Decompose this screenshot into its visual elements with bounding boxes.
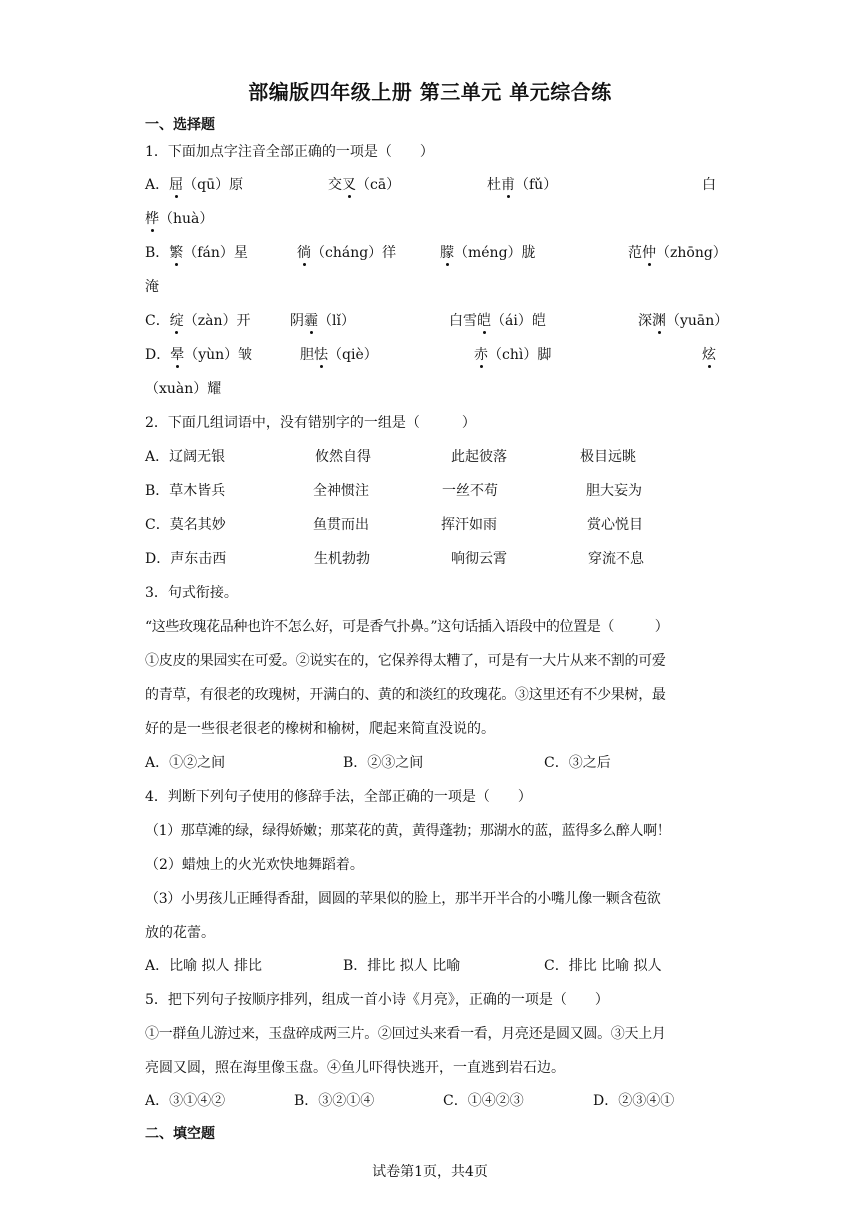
q1-option-c-word3: 白雪皑（ái）皑: [449, 310, 546, 330]
q2-option-c: C．莫名其妙: [145, 517, 226, 533]
q3-option-a: A．①②之间: [145, 755, 226, 771]
page-title: 部编版四年级上册 第三单元 单元综合练: [248, 80, 612, 104]
q2-option-b-w2: 全神惯注: [313, 483, 369, 499]
q5-stem: 5．把下列句子按顺序排列，组成一首小诗《月亮》，正确的一项是（ ）: [145, 992, 609, 1008]
q3-text-line: ①皮皮的果园实在可爱。②说实在的，它保养得太糟了，可是有一大片从来不割的可爱: [145, 653, 666, 669]
q2-option-a-w4: 极目远眺: [580, 449, 636, 465]
q1-option-a-word3: 杜甫（fǔ）: [487, 174, 557, 194]
q2-option-d-w2: 生机勃勃: [314, 551, 370, 567]
section-heading-fill: 二、填空题: [145, 1126, 215, 1142]
q1-option-b-word2: 徜（cháng）徉: [297, 242, 396, 262]
q5-text-line: 亮圆又圆，照在海里像玉盘。④鱼儿吓得快逃开，一直逃到岩石边。: [145, 1060, 565, 1076]
q5-option-b: B．③②①④: [294, 1093, 375, 1109]
q1-option-d-word1: D．晕（yùn）皱: [145, 344, 252, 364]
q1-option-c-word4: 深渊（yuān）: [638, 310, 728, 330]
q1-option-d-word2: 胆怯（qiè）: [300, 344, 378, 364]
q3-option-b: B．②③之间: [343, 755, 424, 771]
q4-sentence: 放的花蕾。: [145, 925, 215, 941]
q3-option-c: C．③之后: [544, 755, 611, 771]
q4-stem: 4．判断下列句子使用的修辞手法，全部正确的一项是（ ）: [145, 789, 532, 805]
q2-stem: 2．下面几组词语中，没有错别字的一组是（ ）: [145, 415, 476, 431]
q1-option-c-word1: C．绽（zàn）开: [145, 310, 250, 330]
q3-text-line: 的青草，有很老的玫瑰树，开满白的、黄的和淡红的玫瑰花。③这里还有不少果树，最: [145, 687, 666, 703]
q2-option-a: A．辽阔无银: [145, 449, 226, 465]
q1-option-b-word1: B．繁（fán）星: [145, 242, 248, 262]
q2-option-d-w3: 响彻云霄: [451, 551, 507, 567]
q3-text-line: “这些玫瑰花品种也许不怎么好，可是香气扑鼻。”这句话插入语段中的位置是（ ）: [145, 619, 669, 635]
q2-option-b: B．草木皆兵: [145, 483, 226, 499]
q1-stem: 1．下面加点字注音全部正确的一项是（ ）: [145, 144, 434, 160]
q2-option-d: D．声东击西: [145, 551, 227, 567]
q2-option-b-w3: 一丝不苟: [442, 483, 498, 499]
q4-option-b: B．排比 拟人 比喻: [343, 958, 461, 974]
q2-option-a-w3: 此起彼落: [451, 449, 507, 465]
q4-sentence: （2）蜡烛上的火光欢快地舞蹈着。: [145, 857, 364, 873]
q1-option-b-word4-cont: 淹: [145, 279, 159, 295]
q2-option-b-w4: 胆大妄为: [586, 483, 642, 499]
q4-sentence: （1）那草滩的绿，绿得娇嫩；那菜花的黄，黄得蓬勃；那湖水的蓝，蓝得多么醉人啊！: [145, 823, 671, 839]
q5-option-a: A．③①④②: [145, 1093, 226, 1109]
q2-option-d-w4: 穿流不息: [588, 551, 644, 567]
q1-option-b-word3: 朦（méng）胧: [440, 242, 536, 262]
q1-option-a-word2: 交叉（cā）: [328, 174, 400, 194]
q2-option-c-w2: 鱼贯而出: [313, 517, 369, 533]
q1-option-a-word4-start: 白: [702, 177, 716, 193]
q2-option-c-w4: 赏心悦目: [587, 517, 643, 533]
q4-option-a: A．比喻 拟人 排比: [145, 958, 263, 974]
q1-option-c-word2: 阴霾（lǐ）: [290, 310, 355, 330]
q1-option-d-word4-cont: （xuàn）耀: [145, 381, 222, 397]
q5-option-c: C．①④②③: [443, 1093, 524, 1109]
q5-option-d: D．②③④①: [593, 1093, 675, 1109]
q1-option-a-word4-cont: 桦（huà）: [145, 208, 213, 228]
q5-text-line: ①一群鱼儿游过来，玉盘碎成两三片。②回过头来看一看，月亮还是圆又圆。③天上月: [145, 1026, 666, 1042]
q2-option-a-w2: 攸然自得: [315, 449, 371, 465]
q3-stem: 3．句式衔接。: [145, 585, 238, 601]
q4-option-c: C．排比 比喻 拟人: [544, 958, 662, 974]
q2-option-c-w3: 挥汗如雨: [441, 517, 497, 533]
q1-option-b-word4: 范仲（zhōng）: [628, 242, 727, 262]
q1-option-d-word3: 赤（chì）脚: [474, 344, 551, 364]
q4-sentence: （3）小男孩儿正睡得香甜，圆圆的苹果似的脸上，那半开半合的小嘴儿像一颗含苞欲: [145, 891, 661, 907]
section-heading-choice: 一、选择题: [145, 117, 215, 133]
q1-option-d-word4-start: 炫: [702, 344, 716, 364]
q1-option-a-word1: A．屈（qū）原: [145, 174, 243, 194]
page-footer: 试卷第1页，共4页: [372, 1164, 488, 1180]
q3-text-line: 好的是一些很老很老的橡树和榆树，爬起来简直没说的。: [145, 721, 495, 737]
